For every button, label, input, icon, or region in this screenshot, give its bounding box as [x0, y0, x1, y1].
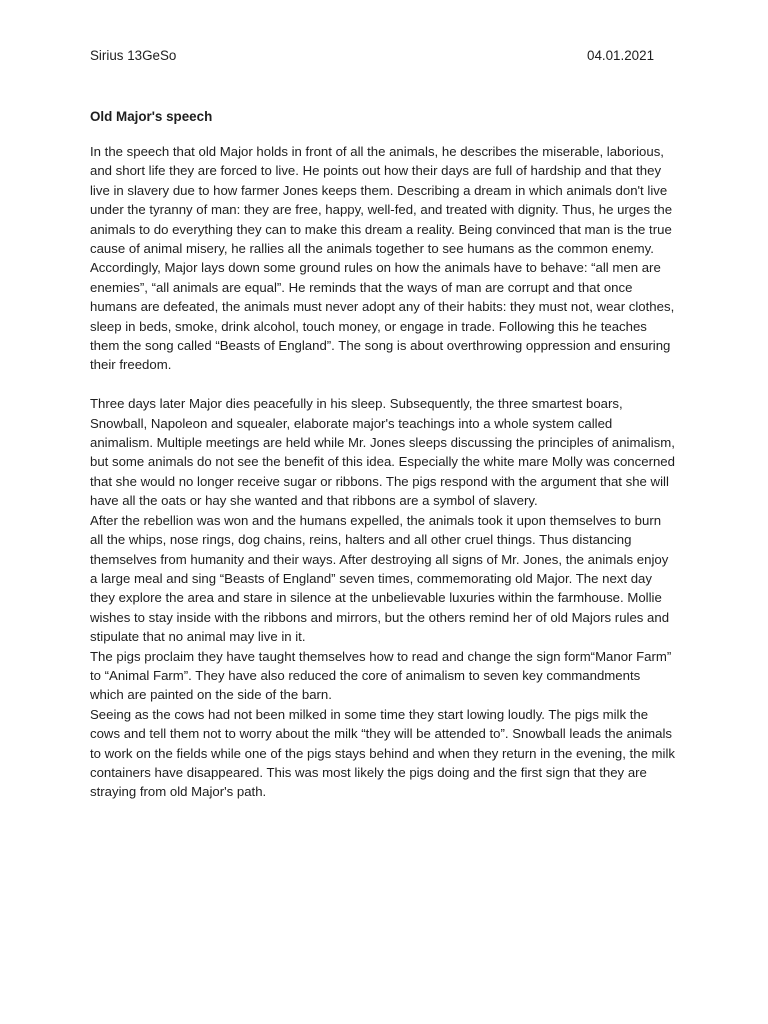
paragraph: Accordingly, Major lays down some ground rules on how the animals have to behave: “all men are enemies”, “all animals are equal”. He reminds that the ways of man are corrupt and that once humans are defeated, the animals must never adopt any of their habits: they must not, wear clothes, sleep in beds, smoke, drink alcohol, touch money, or engage in trade. Following this he teaches them the song called “Beasts of England”. The song is about overthrowing oppression and ensuring their freedom. — [90, 260, 675, 373]
document-body — [90, 142, 676, 802]
paragraph: Three days later Major dies peacefully in his sleep. Subsequently, the three smartest boars, Snowball, Napoleon and squealer, elaborate major's teachings into a whole system called animalism. Multiple meetings are held while Mr. Jones sleeps discussing the principles of animalism, but some animals do not see the benefit of this idea. Especially the white mare Molly was concerned that she would no longer receive sugar or ribbons. The pigs respond with the argument that she will have all the oats or hay she wanted and that ribbons are a symbol of slavery. — [90, 396, 675, 509]
date-header: 04.01.2021 — [587, 48, 655, 63]
paragraph: Seeing as the cows had not been milked in some time they start lowing loudly. The pigs milk the cows and tell them not to worry about the milk “they will be attended to”. Snowball leads the animals to work on the fields while one of the pigs stays behind and when they return in the evening, the milk containers have disappeared. This was most likely the pigs doing and the first sign that they are straying from old Major's path. — [90, 706, 675, 800]
paragraph: After the rebellion was won and the humans expelled, the animals took it upon themselves to burn all the whips, nose rings, dog chains, reins, halters and all other cruel things. Thus distancing themselves from humanity and their ways. After destroying all signs of Mr. Jones, the animals enjoy a large meal and sing “Beasts of England” seven times, commemorating old Major. The next day they explore the area and stare in silence at the unbelievable luxuries within the farmhouse. Mollie wishes to stay inside with the ribbons and mirrors, but the others remind her of old Majors rules and stipulate that no animal may live in it. — [90, 512, 670, 645]
paragraph: The pigs proclaim they have taught themselves how to read and change the sign form“Manor Farm” to “Animal Farm”. They have also reduced the core of animalism to seven key commandments which are painted on the side of the barn. — [90, 648, 672, 703]
author-header: Sirius 13GeSo — [90, 48, 177, 63]
paragraph: In the speech that old Major holds in front of all the animals, he describes the miserable, laborious, and short life they are forced to live. He points out how their days are full of hardship and that they live in slavery due to how farmer Jones keeps them. Describing a dream in which animals don't live under the tyranny of man: they are free, happy, well-fed, and treated with dignity. Thus, he urges the animals to do everything they can to make this dream a reality. Being convinced that man is the true cause of animal misery, he rallies all the animals together to see humans as the common enemy. — [90, 144, 673, 257]
document-title: Old Major's speech — [90, 109, 213, 124]
